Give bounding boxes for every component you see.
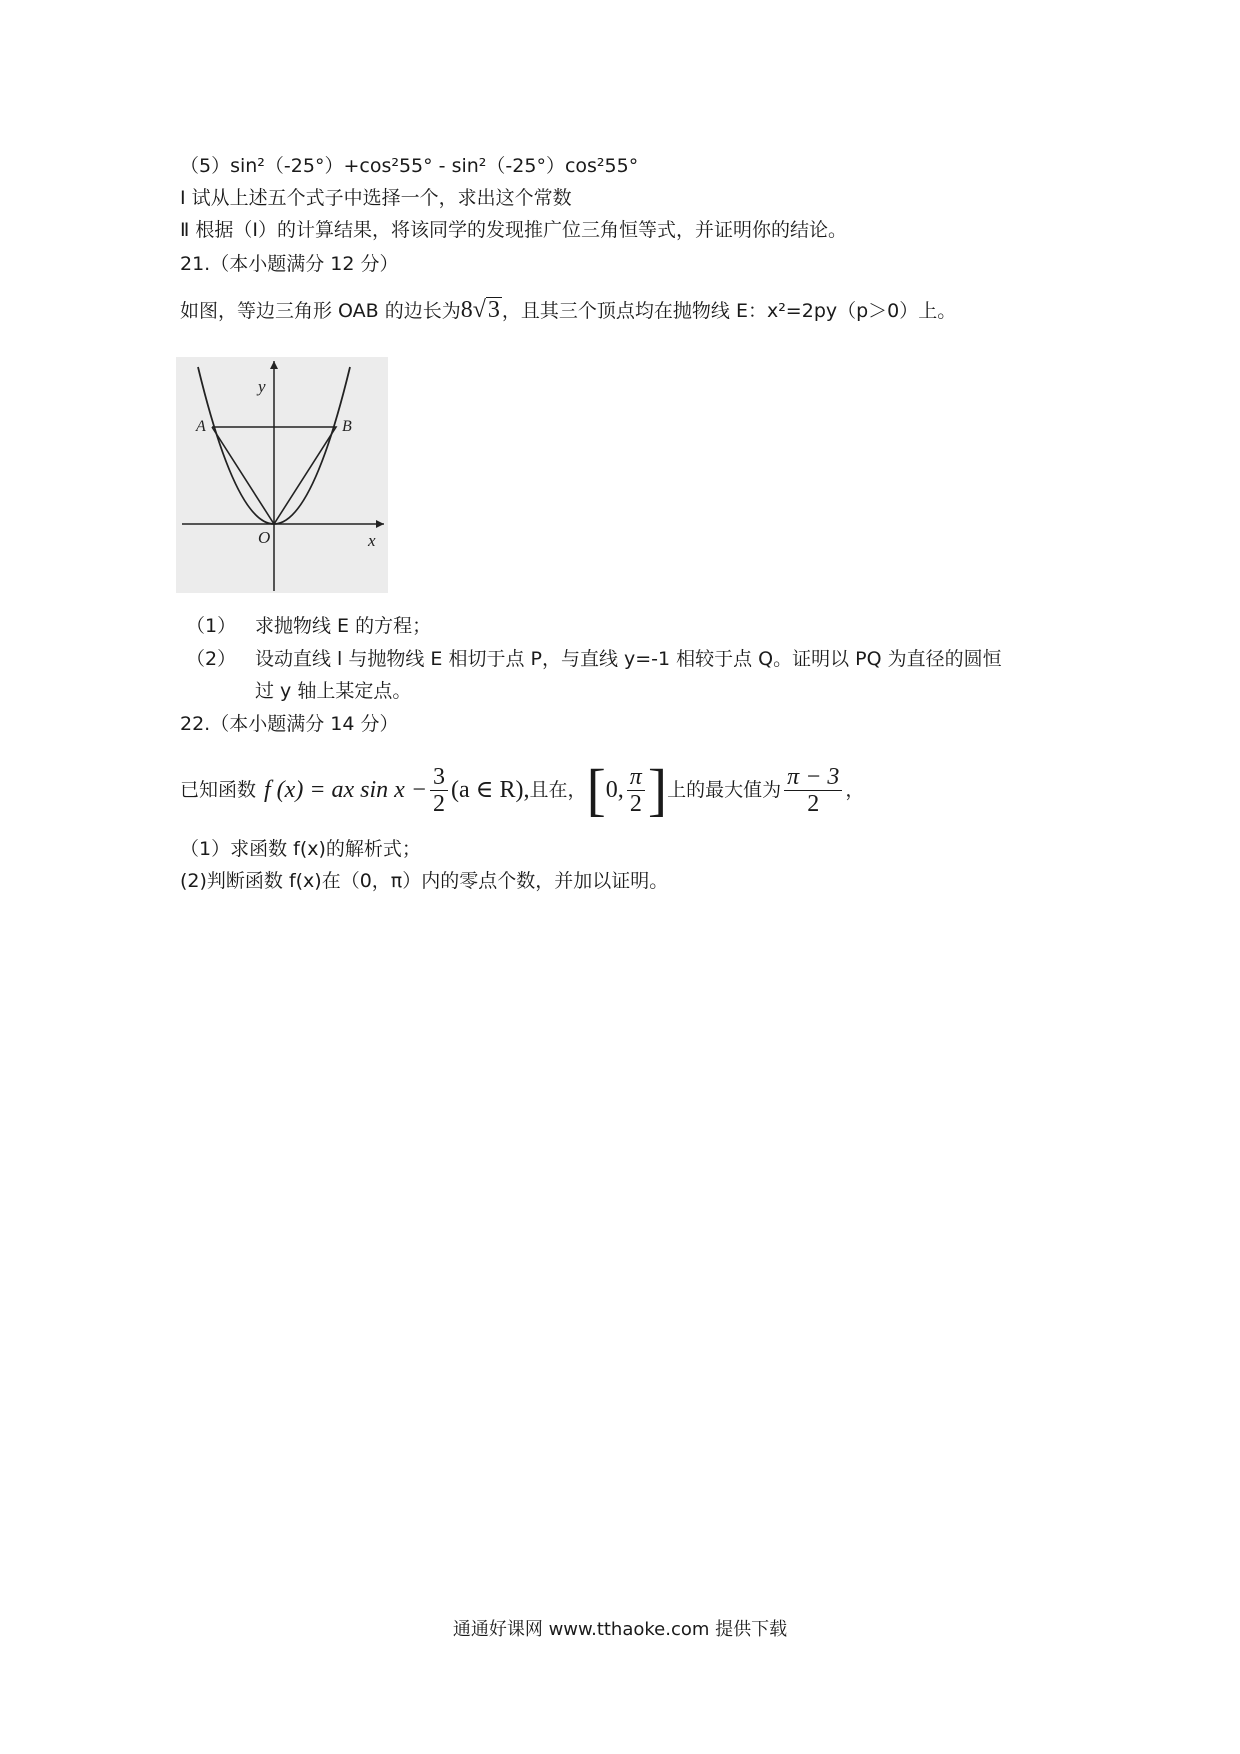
q21-sub1-num: （1）	[186, 615, 237, 637]
label-b: B	[342, 418, 352, 435]
page-footer: 通通好课网 www.tthaoke.com 提供下载	[452, 1619, 788, 1640]
interval-left-bracket: [	[586, 757, 606, 822]
q20-part-1: Ⅰ 试从上述五个式子中选择一个，求出这个常数	[180, 187, 572, 209]
func-frac	[430, 764, 448, 817]
q22-sub2: (2)判断函数 f(x)在（0，π）内的零点个数，并加以证明。	[180, 870, 669, 892]
label-a: A	[196, 418, 206, 435]
q22-max-text: 上的最大值为	[667, 779, 782, 801]
func-lhs: f (x) = ax sin x −	[264, 777, 428, 803]
label-x: x	[368, 531, 376, 550]
parabola-figure	[176, 357, 388, 593]
q22-mid-text: 且在，	[529, 779, 587, 801]
label-y: y	[258, 377, 266, 396]
func-cond: (a ∈ R),	[451, 777, 530, 803]
q22-stem-pre: 已知函数	[180, 779, 257, 801]
q21-sub2-line1: 设动直线 l 与抛物线 E 相切于点 P，与直线 y=-1 相较于点 Q。证明以 PQ 为直径的圆恒	[255, 648, 1002, 670]
q21-stem-pre: 如图，等边三角形 OAB 的边长为	[180, 300, 461, 322]
interval-frac-num: π	[627, 764, 645, 791]
parabola-graph	[176, 357, 388, 593]
max-frac-num: π − 3	[784, 764, 842, 791]
q21-stem-post: ，且其三个顶点均在抛物线 E：x²=2py（p＞0）上。	[501, 300, 957, 322]
q21-header: 21.（本小题满分 12 分）	[180, 253, 399, 275]
interval-right-bracket: ]	[647, 757, 668, 822]
q20-part-2: Ⅱ 根据（Ⅰ）的计算结果，将该同学的发现推广位三角恒等式，并证明你的结论。	[180, 219, 847, 241]
max-frac-den: 2	[807, 790, 820, 817]
max-frac	[784, 764, 842, 817]
side-radicand: 3	[487, 297, 500, 323]
side-length: 8√3	[460, 297, 500, 323]
x-axis-arrow	[376, 520, 384, 528]
q22-header: 22.（本小题满分 14 分）	[180, 713, 399, 735]
q21-sub2-line2: 过 y 轴上某定点。	[255, 680, 412, 702]
q21-sub1-text: 求抛物线 E 的方程；	[255, 615, 432, 637]
interval-frac	[627, 764, 645, 817]
interval-left: 0,	[605, 777, 624, 803]
q20-item-5: （5）sin²（-25°）+cos²55° - sin²（-25°）cos²55°	[180, 155, 639, 177]
func-frac-num: 3	[430, 764, 448, 791]
interval-frac-den: 2	[629, 790, 642, 817]
q22-end-punct: ，	[845, 779, 865, 801]
y-axis-arrow	[270, 361, 278, 369]
q21-sub2-num: （2）	[186, 648, 237, 670]
q22-sub1: （1）求函数 f(x)的解析式；	[180, 838, 421, 860]
q22-stem	[180, 757, 864, 823]
q21-stem	[180, 296, 956, 325]
side-coef: 8	[460, 297, 473, 323]
func-frac-den: 2	[433, 790, 446, 817]
label-o: O	[258, 528, 271, 547]
